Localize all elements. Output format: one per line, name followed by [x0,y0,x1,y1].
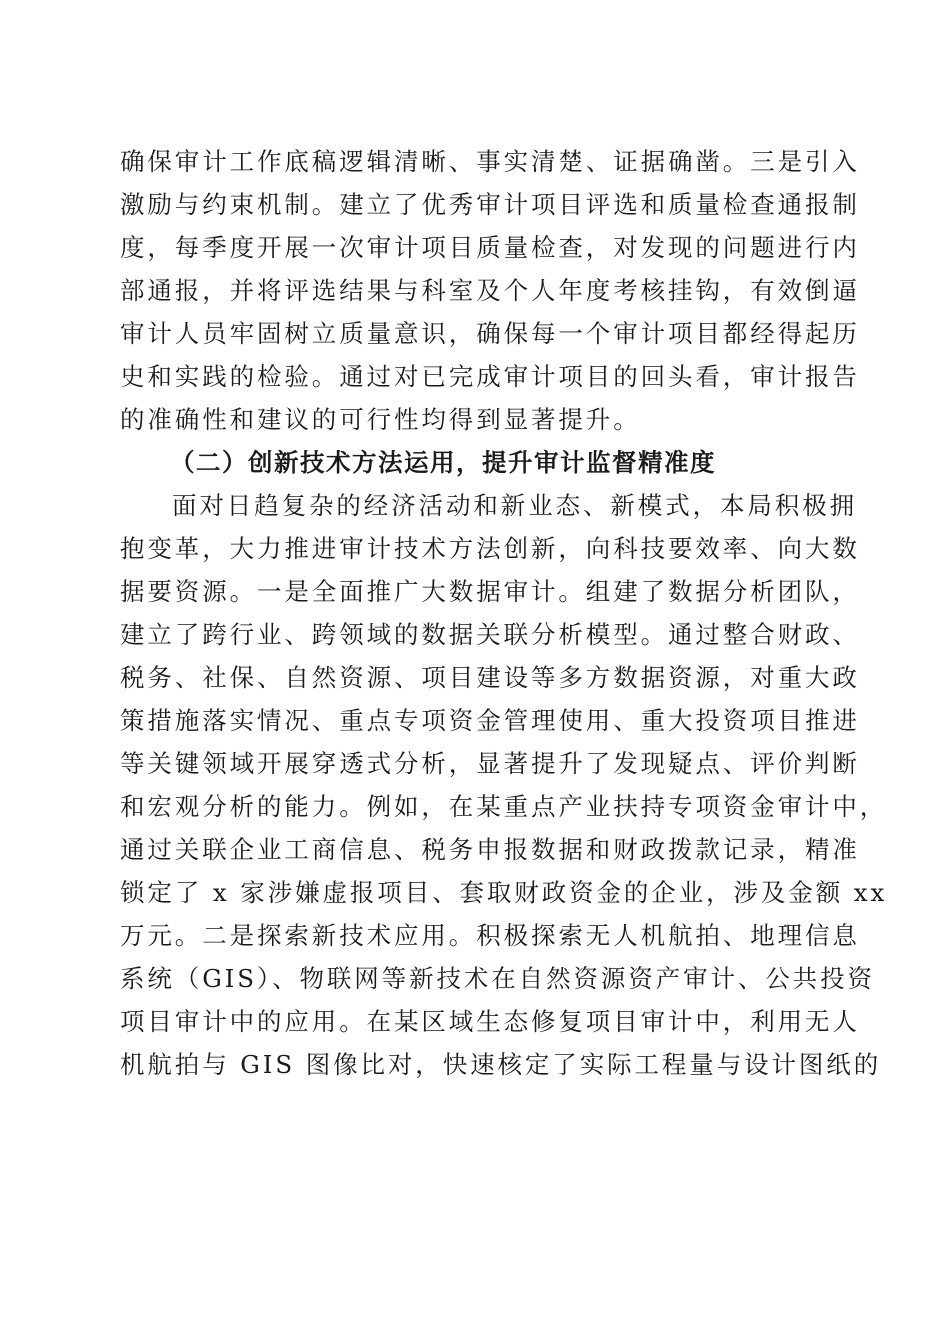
text-line: 审计人员牢固树立质量意识，确保每一个审计项目都经得起历 [120,319,860,348]
text-line: 机航拍与 GIS 图像比对，快速核定了实际工程量与设计图纸的 [120,1050,882,1079]
text-line: 通过关联企业工商信息、税务申报数据和财政拨款记录，精准 [120,835,860,864]
document-page [120,140,888,1086]
section-heading: （二）创新技术方法运用，提升审计监督精准度 [170,448,716,477]
text-line: 项目审计中的应用。在某区域生态修复项目审计中，利用无人 [120,1007,860,1036]
paragraph-quality-control [120,140,860,441]
text-line: 策措施落实情况、重点专项资金管理使用、重大投资项目推进 [120,706,860,735]
text-line: 据要资源。一是全面推广大数据审计。组建了数据分析团队， [120,577,860,606]
text-line: 等关键领域开展穿透式分析，显著提升了发现疑点、评价判断 [120,749,860,778]
text-line: 万元。二是探索新技术应用。积极探索无人机航拍、地理信息 [120,921,860,950]
text-line: 税务、社保、自然资源、项目建设等多方数据资源，对重大政 [120,663,860,692]
text-line: 建立了跨行业、跨领域的数据关联分析模型。通过整合财政、 [120,620,860,649]
text-line: 确保审计工作底稿逻辑清晰、事实清楚、证据确凿。三是引入 [120,147,860,176]
text-line: 和宏观分析的能力。例如，在某重点产业扶持专项资金审计中， [120,792,888,821]
paragraph-technology-methods [120,484,888,1086]
text-line: 史和实践的检验。通过对已完成审计项目的回头看，审计报告 [120,362,860,391]
text-line: 面对日趋复杂的经济活动和新业态、新模式，本局积极拥 [172,491,857,520]
text-line: 的准确性和建议的可行性均得到显著提升。 [120,405,641,434]
text-line: 度，每季度开展一次审计项目质量检查，对发现的问题进行内 [120,233,860,262]
text-line: 抱变革，大力推进审计技术方法创新，向科技要效率、向大数 [120,534,860,563]
text-line: 系统（GIS）、物联网等新技术在自然资源资产审计、公共投资 [120,964,875,993]
text-line: 激励与约束机制。建立了优秀审计项目评选和质量检查通报制 [120,190,860,219]
text-line: 锁定了 x 家涉嫌虚报项目、套取财政资金的企业，涉及金额 xx [120,878,888,907]
text-line: 部通报，并将评选结果与科室及个人年度考核挂钩，有效倒逼 [120,276,860,305]
